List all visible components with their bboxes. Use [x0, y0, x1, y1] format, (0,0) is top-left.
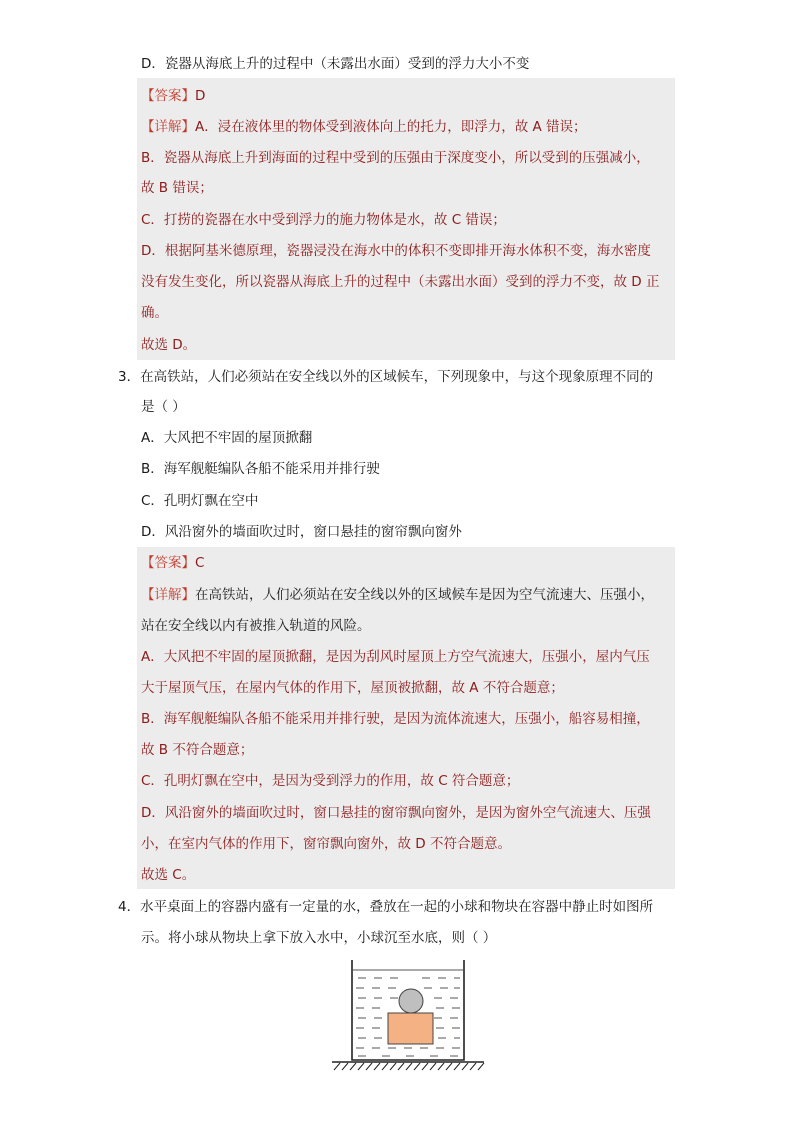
- answer-tag: 【答案】: [141, 88, 195, 104]
- q3-option-b: B．海军舰艇编队各船不能采用并排行驶: [141, 461, 380, 477]
- q3-detail-line: B．海军舰艇编队各船不能采用并排行驶，是因为流体流速大，压强小，船容易相撞，: [141, 711, 650, 727]
- q2-answer-line: [141, 86, 205, 106]
- answer-tag: 【答案】: [141, 555, 195, 571]
- q4-stem-line: 示。将小球从物块上拿下放入水中，小球沉至水底，则（ ）: [141, 930, 497, 946]
- q3-detail-line: 小，在室内气体的作用下，窗帘飘向窗外，故 D 不符合题意。: [141, 836, 511, 852]
- q2-detail-line: B．瓷器从海底上升到海面的过程中受到的压强由于深度变小，所以受到的压强减小，: [141, 150, 650, 166]
- container-figure: [326, 956, 488, 1072]
- q3-option-d: D．风沿窗外的墙面吹过时，窗口悬挂的窗帘飘向窗外: [141, 524, 462, 540]
- block: [388, 1013, 433, 1044]
- q3-detail-line: D．风沿窗外的墙面吹过时，窗口悬挂的窗帘飘向窗外，是因为窗外空气流速大、压强: [141, 805, 651, 821]
- q3-detail-line: 大于屋顶气压，在屋内气体的作用下，屋顶被掀翻，故 A 不符合题意；: [141, 680, 564, 696]
- answer-value: D: [195, 88, 206, 104]
- q2-detail-line: D．根据阿基米德原理，瓷器浸没在海水中的体积不变即排开海水体积不变，海水密度: [141, 243, 651, 259]
- q2-detail-line: 故选 D。: [141, 337, 197, 353]
- q3-option-a: A．大风把不牢固的屋顶掀翻: [141, 430, 313, 446]
- ball: [399, 989, 423, 1013]
- q3-detail-line: C．孔明灯飘在空中，是因为受到浮力的作用，故 C 符合题意；: [141, 773, 520, 789]
- q2-detail-line: 没有发生变化，所以瓷器从海底上升的过程中（未露出水面）受到的浮力不变，故 D 正: [141, 274, 660, 290]
- detail-text: A．浸在液体里的物体受到液体向上的托力，即浮力，故 A 错误；: [195, 119, 587, 135]
- q3-detail-line: 故 B 不符合题意；: [141, 742, 254, 758]
- detail-tag: 【详解】: [141, 119, 195, 135]
- q2-detail-line: [141, 117, 587, 137]
- detail-text: 在高铁站，人们必须站在安全线以外的区域候车是因为空气流速大、压强小，: [195, 587, 654, 603]
- detail-tag: 【详解】: [141, 587, 195, 603]
- q3-answer-line: [141, 553, 204, 573]
- q4-stem-line: 4．水平桌面上的容器内盛有一定量的水，叠放在一起的小球和物块在容器中静止时如图所: [118, 899, 654, 915]
- q3-stem-line: 3．在高铁站，人们必须站在安全线以外的区域候车，下列现象中，与这个现象原理不同的: [118, 369, 654, 385]
- q3-option-c: C．孔明灯飘在空中: [141, 493, 259, 509]
- q3-detail-line: 站在安全线以内有被推入轨道的风险。: [141, 618, 371, 634]
- q3-detail-line: 故选 C。: [141, 867, 196, 883]
- q2-detail-line: 故 B 错误；: [141, 180, 213, 196]
- q2-detail-line: C．打捞的瓷器在水中受到浮力的施力物体是水，故 C 错误；: [141, 212, 506, 228]
- q3-detail-line: A．大风把不牢固的屋顶掀翻，是因为刮风时屋顶上方空气流速大，压强小，屋内气压: [141, 649, 650, 665]
- q3-stem-line: 是（ ）: [141, 399, 186, 415]
- answer-value: C: [195, 555, 205, 571]
- q2-detail-line: 确。: [141, 305, 168, 321]
- q3-detail-line: [141, 585, 654, 605]
- q2-option-d: D．瓷器从海底上升的过程中（未露出水面）受到的浮力大小不变: [141, 56, 530, 72]
- table-hatch: [334, 1063, 484, 1070]
